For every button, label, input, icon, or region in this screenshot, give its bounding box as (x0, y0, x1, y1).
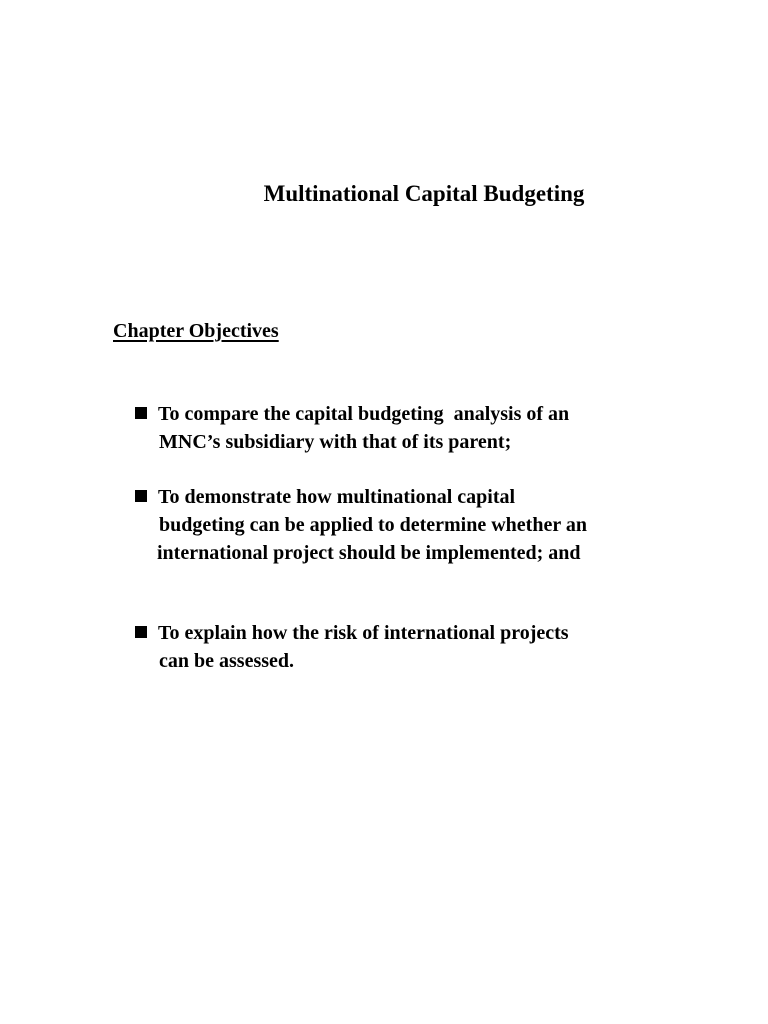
objective-item (135, 400, 695, 456)
objective-line: can be assessed. (159, 650, 295, 672)
objective-line: international project should be implemented; and (157, 542, 581, 564)
objective-line: budgeting can be applied to determine whether an (159, 514, 587, 536)
objective-line: To compare the capital budgeting analysis of an (158, 403, 570, 425)
square-bullet-icon (135, 407, 147, 419)
objective-line: To explain how the risk of international projects (158, 622, 569, 644)
objective-item (135, 483, 695, 567)
document-title: Multinational Capital Budgeting (263, 181, 585, 206)
objective-item (135, 619, 695, 675)
objective-line: To demonstrate how multinational capital (158, 486, 516, 508)
square-bullet-icon (135, 490, 147, 502)
square-bullet-icon (135, 626, 147, 638)
section-heading: Chapter Objectives (113, 320, 279, 342)
objective-line: MNC’s subsidiary with that of its parent; (159, 431, 512, 453)
